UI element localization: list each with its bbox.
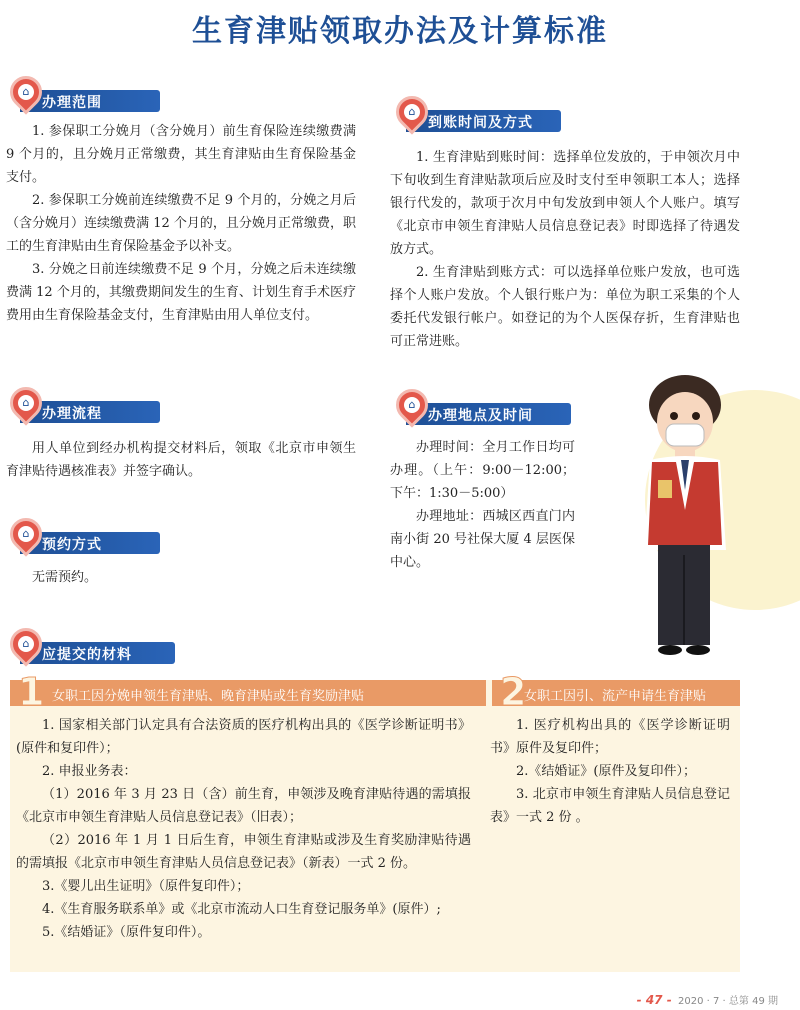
list-item: 1. 国家相关部门认定具有合法资质的医疗机构出具的《医学诊断证明书》(原件和复印件）；	[16, 718, 471, 756]
location-pin-icon: ⌂	[3, 69, 48, 114]
section-heading-appointment: ⌂ 预约方式	[10, 524, 160, 554]
left-eye	[670, 412, 678, 420]
list-item: 3. 北京市申领生育津贴人员信息登记表》一式 2 份 。	[490, 787, 730, 825]
face-mask	[666, 424, 704, 446]
appointment-text: 无需预约。	[32, 570, 98, 585]
materials-group-2-header: 2 女职工因引、流产申请生育津贴	[492, 680, 740, 706]
location-pin-icon: ⌂	[3, 511, 48, 556]
left-shoe	[658, 645, 682, 655]
right-eye	[692, 412, 700, 420]
location-pin-icon: ⌂	[3, 380, 48, 425]
arrival-text	[390, 146, 740, 353]
section-heading-materials: ⌂ 应提交的材料	[10, 634, 175, 664]
list-item: 3.《婴儿出生证明》（原件复印件）；	[42, 879, 250, 894]
section-heading-scope: ⌂ 办理范围	[10, 82, 160, 112]
materials-group-1-header: 1 女职工因分娩申领生育津贴、晚育津贴或生育奖励津贴	[10, 680, 486, 706]
right-shoe	[686, 645, 710, 655]
name-badge	[658, 480, 672, 498]
section-heading-location: ⌂ 办理地点及时间	[396, 395, 571, 425]
materials-group-2-list	[490, 714, 730, 829]
arrival-item-2: 2. 生育津贴到账方式：可以选择单位账户发放，也可选择个人账户发放。个人银行账户为：单位为职工采集的个人委托代发银行帐户。如登记的为个人医保存折，生育津贴也可正常进账。	[390, 265, 740, 349]
location-text	[390, 436, 575, 574]
materials-panel	[10, 670, 740, 972]
section-heading-process: ⌂ 办理流程	[10, 393, 160, 423]
scope-item-1: 1. 参保职工分娩月（含分娩月）前生育保险连续缴费满 9 个月的，且分娩月正常缴费，其生育津贴由生育保险基金支付。	[6, 124, 356, 185]
scope-item-2: 2. 参保职工分娩前连续缴费不足 9 个月的，分娩之月后（含分娩月）连续缴费满 12 个月的，且分娩月正常缴费，职工的生育津贴由生育保险基金予以补支。	[6, 193, 356, 254]
list-item: （1）2016 年 3 月 23 日（含）前生育，申领涉及晚育津贴待遇的需填报《北京市申领生育津贴人员信息登记表》（旧表）；	[16, 787, 471, 825]
list-item: 5.《结婚证》（原件复印件）。	[42, 925, 211, 940]
page-title: 生育津贴领取办法及计算标准	[192, 14, 608, 49]
location-pin-icon: ⌂	[389, 89, 434, 134]
staff-illustration	[600, 360, 800, 660]
list-item: 2.《结婚证》(原件及复印件）；	[516, 764, 696, 779]
office-address: 办理地址：西城区西直门内南小街 20 号社保大厦 4 层医保中心。	[390, 509, 575, 570]
process-text: 用人单位到经办机构提交材料后，领取《北京市申领生育津贴待遇核准表》并签字确认。	[6, 441, 356, 479]
issue-info: 2020 · 7 · 总第 49 期	[678, 996, 778, 1007]
scope-item-3: 3. 分娩之日前连续缴费不足 9 个月，分娩之后未连续缴费满 12 个月的，其缴费期间发生的生育、计划生育手术医疗费用由生育保险基金支付，生育津贴由用人单位支付。	[6, 262, 356, 323]
page-number: - 47 -	[636, 993, 672, 1007]
page-footer	[637, 992, 778, 1007]
location-pin-icon: ⌂	[3, 621, 48, 666]
materials-group-1-list	[16, 714, 471, 944]
arrival-item-1: 1. 生育津贴到账时间：选择单位发放的，于申领次月中下旬收到生育津贴款项后应及时支付至申领职工本人；选择银行代发的，款项于次月中旬发放到申领人个人账户。填写《北京市申领生育津贴人员信息登记表》时即选择了待遇发放方式。	[390, 150, 740, 257]
list-item: 4.《生育服务联系单》或《北京市流动人口生育登记服务单》(原件）;	[42, 902, 441, 917]
list-item: （2）2016 年 1 月 1 日后生育，申领生育津贴或涉及生育奖励津贴待遇的需填报《北京市申领生育津贴人员信息登记表》（新表）一式 2 份。	[16, 833, 471, 871]
list-item: 2. 申报业务表：	[42, 764, 137, 779]
section-heading-arrival: ⌂ 到账时间及方式	[396, 102, 561, 132]
scope-text	[6, 120, 356, 327]
location-pin-icon: ⌂	[389, 382, 434, 427]
office-hours: 办理时间：全月工作日均可办理。（上午：9:00－12:00；下午：1:30－5:00）	[390, 440, 575, 501]
list-item: 1. 医疗机构出具的《医学诊断证明书》原件及复印件；	[490, 718, 730, 756]
